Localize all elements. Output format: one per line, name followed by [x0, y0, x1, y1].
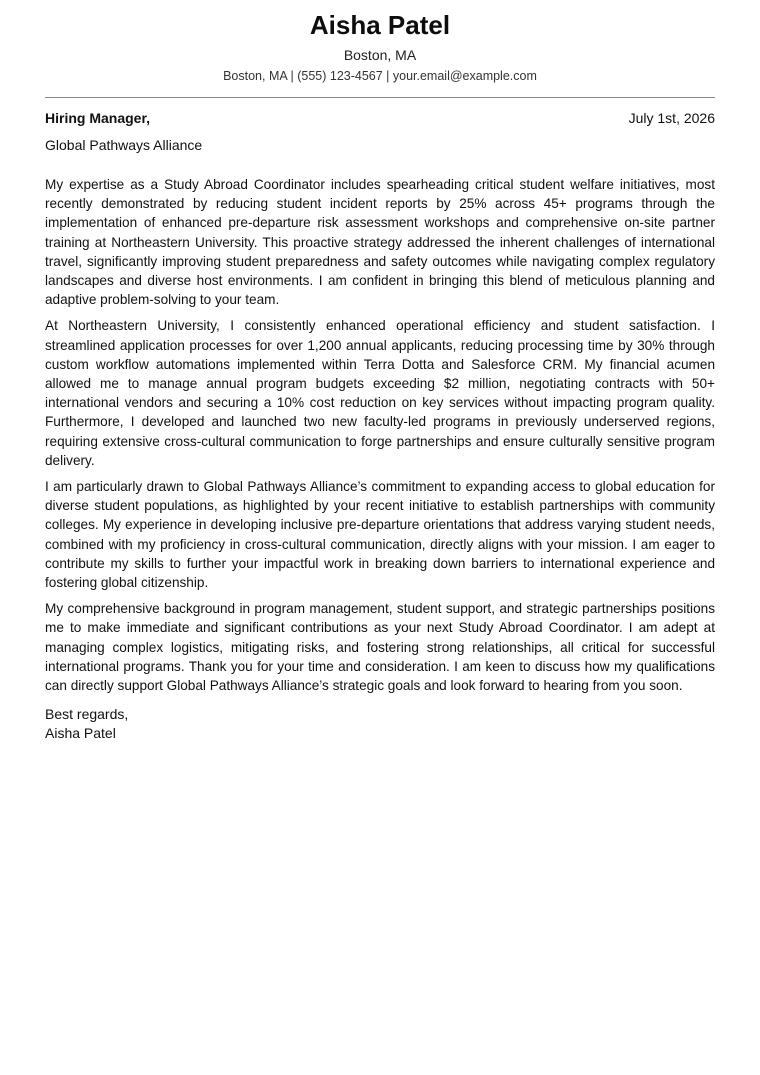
- letter-header: [45, 0, 715, 84]
- header-divider: [45, 97, 715, 98]
- body-paragraph-2: At Northeastern University, I consistently enhanced operational efficiency and student satisfaction. I streamlined application processes for over 1,200 annual applicants, reducing processing time by 30% through custom workflow automations implemented within Terra Dotta and Salesforce CRM. My financial acumen allowed me to manage annual program budgets exceeding $2 million, negotiating contracts with 50+ international vendors and securing a 10% cost reduction on key services without impacting program quality. Furthermore, I developed and launched two new faculty-led programs in previously underserved regions, requiring extensive cross-cultural communication to forge partnerships and ensure culturally sensitive program delivery.: [45, 318, 715, 468]
- closing-phrase: Best regards,: [45, 706, 129, 723]
- letter-body: [45, 175, 715, 695]
- recipient-organization: Global Pathways Alliance: [45, 137, 203, 153]
- body-paragraph-4: My comprehensive background in program management, student support, and strategic partnerships positions me to make immediate and significant contributions as your next Study Abroad Coordinator. I am adept at managing complex logistics, mitigating risks, and fostering strong relationships, all critical for successful international programs. Thank you for your time and consideration. I am keen to discuss how my qualifications can directly support Global Pathways Alliance’s strategic goals and look forward to hearing from you soon.: [45, 601, 715, 694]
- recipient-date-row: [45, 109, 715, 127]
- letter-closing: [45, 705, 715, 743]
- body-paragraph-3: I am particularly drawn to Global Pathways Alliance’s commitment to expanding access to global education for diverse student populations, as highlighted by your recent initiative to establish partnerships with community colleges. My experience in developing inclusive pre-departure orientations that address varying student needs, combined with my proficiency in cross-cultural communication, directly aligns with your mission. I am eager to contribute my skills to further your impactful work in breaking down barriers to international experience and fostering global citizenship.: [45, 479, 715, 591]
- applicant-contact-line: Boston, MA | (555) 123-4567 | your.email@example.com: [223, 69, 537, 83]
- applicant-name: Aisha Patel: [309, 10, 451, 40]
- letter-date: July 1st, 2026: [628, 110, 715, 126]
- applicant-location: Boston, MA: [343, 47, 417, 63]
- body-paragraph-1: My expertise as a Study Abroad Coordinator includes spearheading critical student welfare initiatives, most recently demonstrated by reducing student incident reports by 25% across 45+ programs through the implementation of enhanced pre-departure risk assessment workshops and comprehensive on-site partner training at Northeastern University. This proactive strategy addressed the inherent challenges of international travel, significantly improving student preparedness and safety outcomes while navigating complex regulatory landscapes and diverse host environments. I am confident in bringing this blend of meticulous planning and adaptive problem-solving to your team.: [45, 177, 715, 308]
- recipient-salutation: Hiring Manager,: [45, 110, 151, 126]
- signature-name: Aisha Patel: [45, 725, 116, 742]
